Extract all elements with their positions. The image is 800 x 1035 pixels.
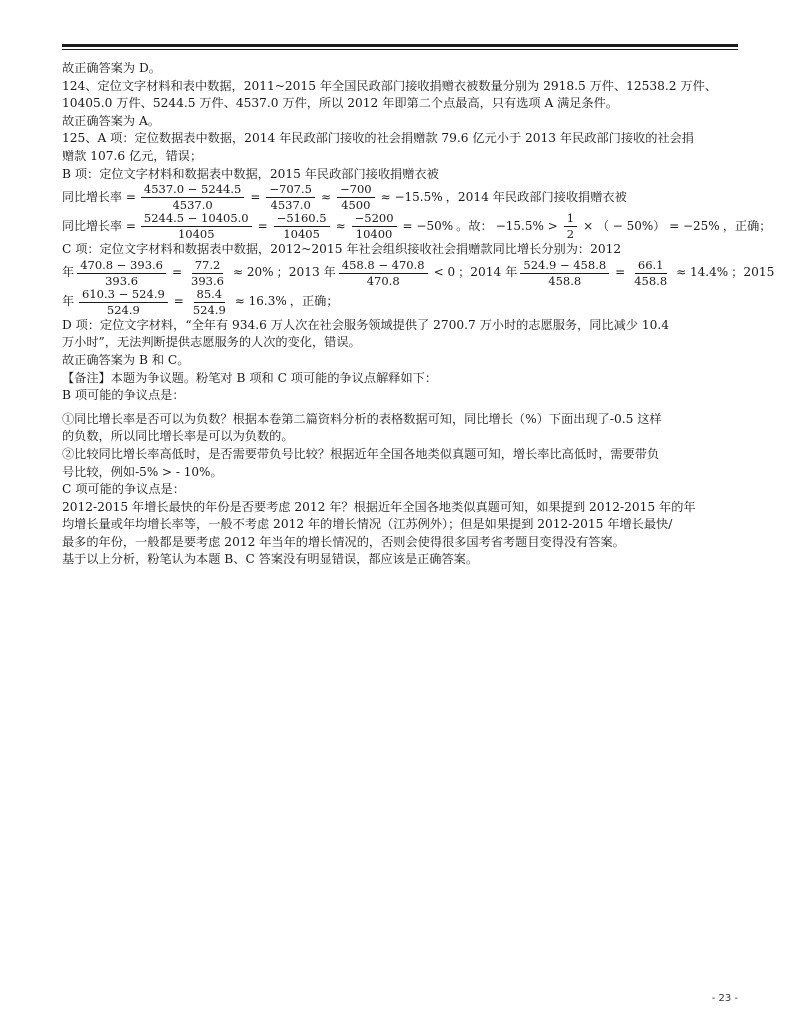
year-char: 年 bbox=[62, 294, 75, 309]
fraction bbox=[141, 183, 244, 212]
fraction bbox=[631, 259, 670, 288]
text-line: 【备注】本题为争议题。粉笔对 B 项和 C 项可能的争议点解释如下： bbox=[62, 370, 438, 385]
text-line: 最多的年份，一般都是要考虑 2012 年当年的增长情况的，否则会使得很多国考省考题目变得没有答案。 bbox=[62, 534, 625, 549]
formula-text: ；2015 bbox=[731, 265, 775, 280]
denominator: 10405 bbox=[283, 227, 320, 242]
denominator: 4537.0 bbox=[172, 198, 213, 213]
numerator: 610.3 − 524.9 bbox=[79, 288, 168, 303]
page-number: - 23 - bbox=[711, 993, 738, 1004]
numerator: −700 bbox=[337, 183, 375, 198]
denominator: 10405 bbox=[177, 227, 215, 242]
text-line: ②比较同比增长率高低时，是否需要带负号比较？根据近年全国各地类似真题可知，增长率比高低时，需要带负 bbox=[62, 446, 660, 461]
result: ≈ 16.3% bbox=[234, 294, 287, 309]
operator: ≈ bbox=[335, 219, 346, 234]
text-line: 125、A 项：定位数据表中数据，2014 年民政部门接收的社会捐赠款 79.6 亿元小于 2013 年民政部门接收的社会捐 bbox=[62, 131, 694, 146]
text-span: 号比较，例如 bbox=[62, 464, 136, 479]
denominator: 470.8 bbox=[366, 273, 400, 288]
denominator: 393.6 bbox=[191, 273, 224, 288]
operator: = bbox=[171, 265, 183, 280]
text-line: 的负数，所以同比增长率是可以为负数的。 bbox=[62, 429, 294, 444]
numerator: 524.9 − 458.8 bbox=[520, 259, 609, 274]
formula-text: 。故： bbox=[456, 219, 493, 234]
numerator: −707.5 bbox=[266, 183, 315, 198]
denominator: 458.8 bbox=[548, 273, 582, 288]
comparison: −15.5% > bbox=[495, 219, 558, 234]
formula-b-2014 bbox=[62, 211, 772, 242]
text-span: 。 bbox=[210, 464, 223, 479]
fraction bbox=[339, 259, 428, 288]
formula-tail: ，正确； bbox=[722, 219, 772, 234]
formula-b-2015 bbox=[62, 183, 742, 212]
fraction bbox=[274, 212, 330, 241]
numerator: 4537.0 − 5244.5 bbox=[141, 183, 244, 198]
text-line bbox=[62, 464, 742, 482]
text-line: 均增长量或年均增长率等，一般不考虑 2012 年的增长情况（江苏例外）；但是如果提到 2012-2015 年增长最快/ bbox=[62, 517, 673, 532]
text-line: 基于以上分析，粉笔认为本题 B、C 答案没有明显错误，都应该是正确答案。 bbox=[62, 552, 479, 567]
operator: = bbox=[257, 219, 268, 234]
text-line: 故正确答案为 A。 bbox=[62, 113, 160, 128]
denominator: 524.9 bbox=[106, 302, 140, 317]
numerator: 1 bbox=[564, 212, 577, 227]
inline-math: -5% > - 10% bbox=[135, 464, 211, 479]
denominator: 393.6 bbox=[105, 273, 139, 288]
fraction bbox=[141, 212, 252, 241]
text-line: 赠款 107.6 亿元，错误； bbox=[62, 148, 203, 163]
operator: = bbox=[250, 190, 261, 205]
document-body bbox=[62, 60, 775, 569]
numerator: 5244.5 − 10405.0 bbox=[141, 212, 252, 227]
fraction bbox=[520, 259, 609, 288]
denominator: 2 bbox=[566, 227, 575, 242]
formula-tail: ，2014 年民政部门接收捐赠衣被 bbox=[445, 190, 627, 205]
formula-text: ；2014 年 bbox=[458, 265, 518, 280]
text-line: B 项：定位文字材料和数据表中数据，2015 年民政部门接收捐赠衣被 bbox=[62, 166, 439, 181]
numerator: 85.4 bbox=[194, 288, 226, 303]
numerator: 77.2 bbox=[192, 259, 224, 274]
fraction-half bbox=[564, 212, 577, 241]
formula-text: ；2013 年 bbox=[276, 265, 336, 280]
numerator: −5160.5 bbox=[274, 212, 330, 227]
fraction bbox=[352, 212, 397, 241]
fraction bbox=[337, 183, 375, 212]
header-rule-thin bbox=[62, 49, 738, 50]
text-line: 故正确答案为 D。 bbox=[62, 61, 161, 75]
fraction bbox=[188, 259, 227, 288]
text-line: C 项可能的争议点是： bbox=[62, 482, 185, 497]
fraction bbox=[79, 288, 168, 317]
text-line: 2012-2015 年增长最快的年份是否要考虑 2012 年？根据近年全国各地类似真题可知，如果提到 2012-2015 年的年 bbox=[62, 499, 696, 514]
formula-label: 同比增长率 = bbox=[62, 219, 136, 234]
fraction bbox=[266, 183, 315, 212]
numerator: −5200 bbox=[352, 212, 397, 227]
result: ≈ 14.4% bbox=[676, 265, 729, 280]
operator: = bbox=[615, 265, 626, 280]
formula-c-row1 bbox=[62, 257, 775, 288]
denominator: 458.8 bbox=[634, 273, 668, 288]
fraction bbox=[77, 259, 166, 288]
formula-c-row2 bbox=[62, 288, 742, 317]
text-line: D 项：定位文字材料，“全年有 934.6 万人次在社会服务领域提供了 2700.7 万小时的志愿服务，同比减少 10.4 bbox=[62, 317, 670, 332]
text-line: 124、定位文字材料和表中数据，2011~2015 年全国民政部门接收捐赠衣被数量分别为 2918.5 万件、12538.2 万件、 bbox=[62, 78, 717, 93]
text-line: C 项：定位文字材料和数据表中数据，2012~2015 年社会组织接收社会捐赠款同比增长分别为：2012 bbox=[62, 242, 622, 257]
formula-label: 同比增长率 = bbox=[62, 190, 136, 205]
text-line: 万小时”，无法判断提供志愿服务的人次的变化，错误。 bbox=[62, 335, 361, 350]
text-line: ①同比增长率是否可以为负数？根据本卷第二篇资料分析的表格数据可知，同比增长（%）下面出现了-0.5 这样 bbox=[62, 411, 662, 426]
result: × （ − 50%） = −25% bbox=[583, 219, 720, 234]
text-line: 故正确答案为 B 和 C。 bbox=[62, 352, 190, 367]
operator: = bbox=[173, 294, 184, 309]
header-rule-thick bbox=[62, 44, 738, 47]
denominator: 524.9 bbox=[192, 302, 226, 317]
text-line: 10405.0 万件、5244.5 万件、4537.0 万件，所以 2012 年即第二个点最高，只有选项 A 满足条件。 bbox=[62, 96, 619, 111]
numerator: 66.1 bbox=[635, 259, 667, 274]
numerator: 458.8 − 470.8 bbox=[339, 259, 428, 274]
denominator: 4500 bbox=[341, 198, 371, 213]
fraction bbox=[190, 288, 229, 317]
formula-tail: ，正确； bbox=[289, 294, 339, 309]
year-char: 年 bbox=[62, 265, 75, 280]
operator: ≈ bbox=[320, 190, 331, 205]
result: ≈ 20% bbox=[232, 265, 274, 280]
denominator: 4537.0 bbox=[270, 198, 311, 213]
result: < 0 bbox=[433, 265, 456, 280]
result: ≈ −15.5% bbox=[380, 190, 443, 205]
numerator: 470.8 − 393.6 bbox=[77, 259, 166, 274]
result: = −50% bbox=[402, 219, 454, 234]
denominator: 10400 bbox=[355, 227, 393, 242]
text-line: B 项可能的争议点是： bbox=[62, 388, 185, 403]
